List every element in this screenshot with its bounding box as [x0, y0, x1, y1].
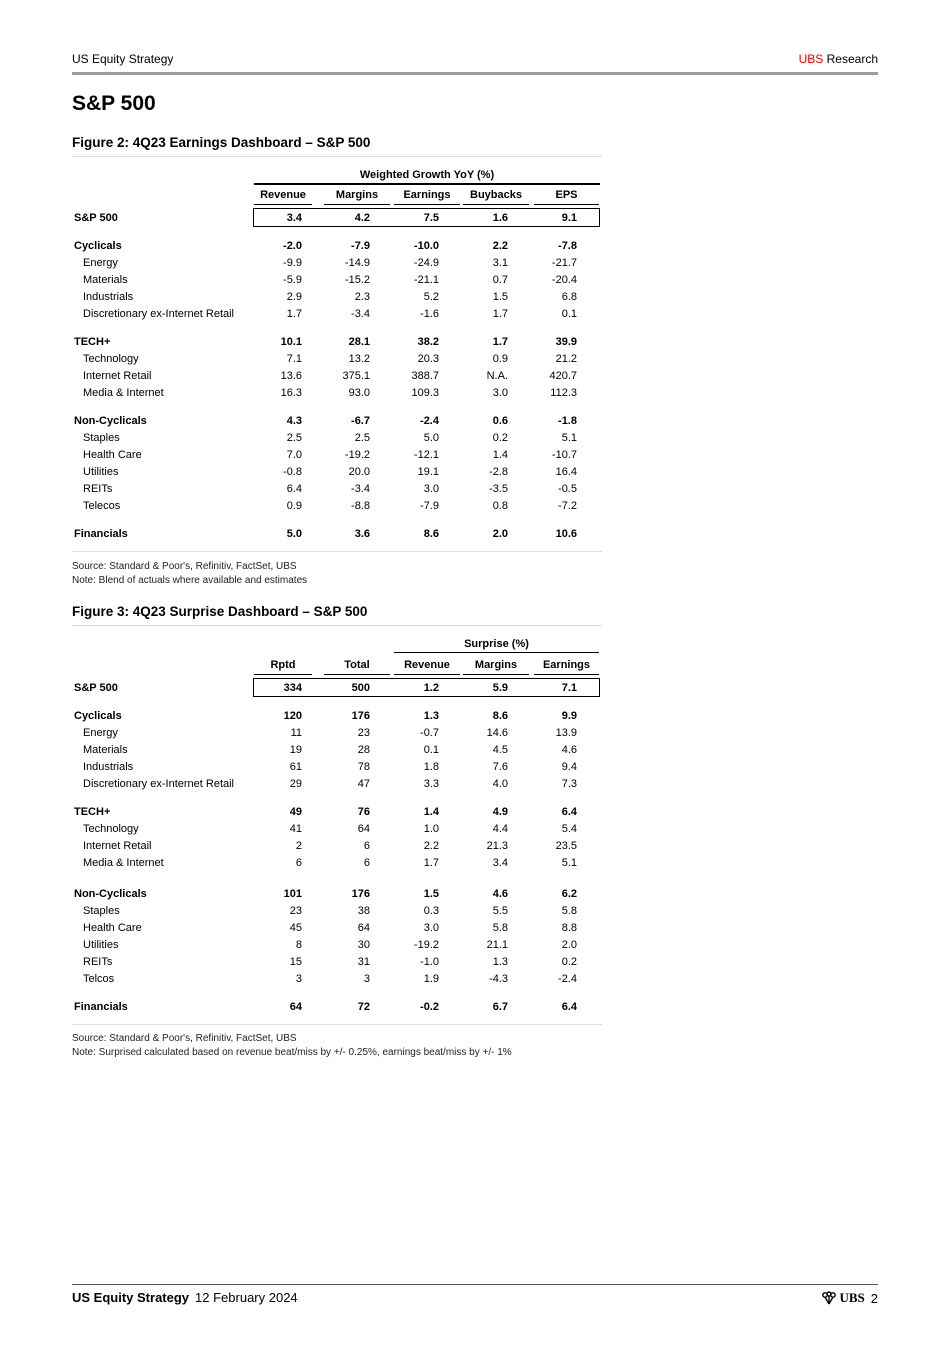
cell-value: 6.2 — [561, 888, 577, 900]
table-row — [72, 528, 602, 545]
row-label: Staples — [83, 432, 120, 444]
cell-value: -1.0 — [420, 956, 439, 968]
cell-value: 5.5 — [492, 905, 508, 917]
row-label: S&P 500 — [74, 682, 118, 694]
column-header: Revenue — [260, 189, 306, 201]
table-row — [72, 240, 602, 257]
cell-value: 420.7 — [549, 370, 577, 382]
cell-value: -2.0 — [283, 240, 302, 252]
cell-value: 8.8 — [561, 922, 577, 934]
cell-value: 1.7 — [286, 308, 302, 320]
cell-value: 3.1 — [492, 257, 508, 269]
cell-value: 0.6 — [492, 415, 508, 427]
cell-value: 3.4 — [286, 212, 302, 224]
cell-value: 38 — [357, 905, 370, 917]
table-row — [72, 483, 602, 500]
logo-text: UBS — [839, 1290, 865, 1305]
cell-value: 38.2 — [417, 336, 439, 348]
cell-value: -7.9 — [420, 500, 439, 512]
cell-value: 61 — [289, 761, 302, 773]
cell-value: 3.0 — [423, 483, 439, 495]
column-header-rule — [394, 204, 460, 205]
cell-value: 0.7 — [492, 274, 508, 286]
row-label: Financials — [74, 1001, 128, 1013]
cell-value: 11 — [290, 727, 302, 739]
column-header-rule — [324, 674, 390, 675]
header-divider — [72, 72, 878, 75]
cell-value: -5.9 — [283, 274, 302, 286]
cell-value: 334 — [283, 682, 302, 694]
table-row — [72, 806, 602, 823]
cell-value: 6 — [363, 857, 370, 869]
cell-value: 76 — [357, 806, 370, 818]
row-label: Materials — [83, 274, 128, 286]
column-header: Margins — [474, 659, 518, 671]
cell-value: 29 — [289, 778, 302, 790]
cell-value: 15 — [289, 956, 302, 968]
table-bottom-rule — [72, 551, 602, 552]
cell-value: 6 — [295, 857, 302, 869]
table-row — [72, 778, 602, 795]
column-header: Earnings — [542, 659, 591, 671]
cell-value: 28.1 — [348, 336, 370, 348]
footer-divider — [72, 1284, 878, 1285]
cell-value: 49 — [289, 806, 302, 818]
group-header: Surprise (%) — [464, 638, 529, 650]
cell-value: 8 — [295, 939, 302, 951]
cell-value: 6.4 — [561, 806, 577, 818]
cell-value: 47 — [357, 778, 370, 790]
footer-date: 12 February 2024 — [195, 1290, 298, 1305]
cell-value: -0.5 — [558, 483, 577, 495]
row-label: REITs — [83, 956, 113, 968]
table-row — [72, 370, 602, 387]
cell-value: 0.1 — [561, 308, 577, 320]
cell-value: 1.8 — [423, 761, 439, 773]
row-label: Utilities — [83, 939, 119, 951]
cell-value: -19.2 — [344, 449, 370, 461]
cell-value: -7.8 — [558, 240, 577, 252]
cell-value: 6.8 — [561, 291, 577, 303]
cell-value: 7.5 — [423, 212, 439, 224]
row-label: TECH+ — [74, 806, 111, 818]
cell-value: 5.8 — [492, 922, 508, 934]
cell-value: 16.4 — [555, 466, 577, 478]
table-row — [72, 857, 602, 874]
figure-2-source: Source: Standard & Poor's, Refinitiv, FactSet, UBS — [72, 561, 297, 572]
cell-value: 39.9 — [555, 336, 577, 348]
cell-value: 5.4 — [561, 823, 577, 835]
cell-value: 4.2 — [354, 212, 370, 224]
row-label: Industrials — [83, 761, 134, 773]
figure-3-top-rule — [72, 625, 602, 626]
cell-value: 388.7 — [411, 370, 439, 382]
cell-value: 109.3 — [411, 387, 439, 399]
row-label: Industrials — [83, 291, 134, 303]
cell-value: 1.7 — [492, 308, 508, 320]
cell-value: -10.7 — [551, 449, 577, 461]
cell-value: -19.2 — [413, 939, 439, 951]
row-label: Media & Internet — [83, 857, 164, 869]
cell-value: 3.0 — [492, 387, 508, 399]
row-label: Technology — [83, 353, 139, 365]
table-row — [72, 922, 602, 939]
cell-value: -3.4 — [351, 308, 370, 320]
table-row — [72, 291, 602, 308]
cell-value: -2.4 — [558, 973, 577, 985]
row-label: Media & Internet — [83, 387, 164, 399]
cell-value: 5.8 — [561, 905, 577, 917]
cell-value: 21.2 — [555, 353, 577, 365]
table-row — [72, 956, 602, 973]
column-header-rule — [254, 674, 312, 675]
cell-value: 5.9 — [492, 682, 508, 694]
table-row — [72, 840, 602, 857]
table-row — [72, 823, 602, 840]
footer-title: US Equity Strategy — [72, 1290, 190, 1305]
cell-value: -0.2 — [420, 1001, 439, 1013]
cell-value: 3.4 — [492, 857, 508, 869]
cell-value: 64 — [357, 922, 370, 934]
table-row — [72, 710, 602, 727]
column-header-rule — [463, 204, 529, 205]
cell-value: 4.5 — [492, 744, 508, 756]
cell-value: 23 — [357, 727, 370, 739]
footer-left — [72, 1290, 298, 1305]
cell-value: -7.2 — [558, 500, 577, 512]
running-header-brand — [799, 52, 878, 66]
column-header-rule — [254, 204, 312, 205]
figure-2-notes — [72, 560, 307, 588]
cell-value: 101 — [283, 888, 302, 900]
cell-value: -20.4 — [551, 274, 577, 286]
cell-value: 1.4 — [423, 806, 439, 818]
cell-value: 0.1 — [423, 744, 439, 756]
cell-value: N.A. — [486, 370, 508, 382]
table-row — [72, 387, 602, 404]
cell-value: 93.0 — [348, 387, 370, 399]
table-bottom-rule — [72, 1024, 602, 1025]
cell-value: 2.0 — [561, 939, 577, 951]
cell-value: 3.0 — [423, 922, 439, 934]
footer-right — [821, 1290, 878, 1306]
row-label: Materials — [83, 744, 128, 756]
table-row — [72, 415, 602, 432]
cell-value: 5.2 — [423, 291, 439, 303]
cell-value: 45 — [289, 922, 302, 934]
cell-value: 0.9 — [286, 500, 302, 512]
cell-value: 4.6 — [561, 744, 577, 756]
cell-value: -9.9 — [283, 257, 302, 269]
cell-value: 3 — [363, 973, 370, 985]
cell-value: 176 — [351, 888, 370, 900]
row-label: Non-Cyclicals — [74, 888, 147, 900]
column-header-rule — [534, 204, 599, 205]
row-label: Utilities — [83, 466, 119, 478]
cell-value: 10.6 — [555, 528, 577, 540]
figure-3-source: Source: Standard & Poor's, Refinitiv, FactSet, UBS — [72, 1033, 297, 1044]
page-title: S&P 500 — [72, 92, 156, 115]
cell-value: 7.1 — [561, 682, 577, 694]
cell-value: -24.9 — [413, 257, 439, 269]
cell-value: 1.2 — [423, 682, 439, 694]
cell-value: 19.1 — [417, 466, 439, 478]
cell-value: 31 — [357, 956, 370, 968]
cell-value: 2 — [295, 840, 302, 852]
figure-3-title: Figure 3: 4Q23 Surprise Dashboard – S&P 500 — [72, 604, 368, 619]
cell-value: 13.9 — [555, 727, 577, 739]
cell-value: 2.9 — [286, 291, 302, 303]
ubs-logo — [821, 1290, 864, 1306]
figure-2-top-rule — [72, 156, 602, 157]
cell-value: 1.3 — [492, 956, 508, 968]
cell-value: 5.0 — [286, 528, 302, 540]
cell-value: 1.3 — [423, 710, 439, 722]
cell-value: 13.2 — [348, 353, 370, 365]
row-label: Health Care — [83, 922, 142, 934]
table-row — [72, 727, 602, 744]
cell-value: -7.9 — [351, 240, 370, 252]
column-header-rule — [534, 674, 599, 675]
row-label: Telecos — [83, 500, 121, 512]
cell-value: 2.0 — [492, 528, 508, 540]
cell-value: 28 — [357, 744, 370, 756]
row-label: Energy — [83, 257, 118, 269]
table-row — [72, 274, 602, 291]
cell-value: -3.5 — [489, 483, 508, 495]
cell-value: 3.3 — [423, 778, 439, 790]
column-header-rule — [324, 204, 390, 205]
surprise-dashboard-table — [72, 630, 602, 1026]
cell-value: 3.6 — [354, 528, 370, 540]
cell-value: 21.3 — [486, 840, 508, 852]
cell-value: 30 — [357, 939, 370, 951]
column-header: EPS — [555, 189, 578, 201]
row-label: Internet Retail — [83, 840, 152, 852]
cell-value: 3 — [295, 973, 302, 985]
cell-value: 72 — [357, 1001, 370, 1013]
table-row — [72, 939, 602, 956]
cell-value: 2.2 — [423, 840, 439, 852]
page-number: 2 — [870, 1290, 878, 1306]
cell-value: 9.9 — [561, 710, 577, 722]
cell-value: 0.2 — [561, 956, 577, 968]
cell-value: 6.4 — [286, 483, 302, 495]
cell-value: 5.1 — [561, 857, 577, 869]
cell-value: 64 — [289, 1001, 302, 1013]
cell-value: -8.8 — [351, 500, 370, 512]
group-header-rule — [254, 183, 600, 185]
column-header-rule — [463, 674, 529, 675]
cell-value: 16.3 — [280, 387, 302, 399]
column-header: Buybacks — [470, 189, 522, 201]
running-header-title: US Equity Strategy — [72, 52, 174, 66]
row-label: Discretionary ex-Internet Retail — [83, 308, 235, 320]
row-label: Internet Retail — [83, 370, 152, 382]
cell-value: 13.6 — [280, 370, 302, 382]
brand-suffix: Research — [823, 52, 878, 66]
cell-value: 2.5 — [354, 432, 370, 444]
figure-3-notes — [72, 1032, 512, 1060]
cell-value: -0.8 — [283, 466, 302, 478]
table-row — [72, 257, 602, 274]
cell-value: 1.4 — [492, 449, 508, 461]
total-row-highlight-box — [253, 678, 600, 697]
cell-value: -15.2 — [344, 274, 370, 286]
cell-value: -10.0 — [413, 240, 439, 252]
column-header: Margins — [335, 189, 379, 201]
column-header-rule — [394, 674, 460, 675]
table-row — [72, 888, 602, 905]
cell-value: -0.7 — [420, 727, 439, 739]
row-label: Telcos — [83, 973, 115, 985]
cell-value: -1.8 — [558, 415, 577, 427]
table-row — [72, 353, 602, 370]
row-label: Health Care — [83, 449, 142, 461]
cell-value: 4.9 — [492, 806, 508, 818]
cell-value: 0.2 — [492, 432, 508, 444]
earnings-dashboard-table — [72, 160, 602, 555]
cell-value: 1.5 — [492, 291, 508, 303]
row-label: Staples — [83, 905, 120, 917]
cell-value: 78 — [357, 761, 370, 773]
cell-value: -21.1 — [413, 274, 439, 286]
cell-value: 1.6 — [492, 212, 508, 224]
row-label: TECH+ — [74, 336, 111, 348]
cell-value: -1.6 — [420, 308, 439, 320]
cell-value: 9.1 — [561, 212, 577, 224]
cell-value: 5.1 — [561, 432, 577, 444]
cell-value: 7.1 — [286, 353, 302, 365]
cell-value: -21.7 — [551, 257, 577, 269]
cell-value: 1.9 — [423, 973, 439, 985]
cell-value: 0.8 — [492, 500, 508, 512]
cell-value: 4.3 — [286, 415, 302, 427]
table-row — [72, 973, 602, 990]
cell-value: -4.3 — [489, 973, 508, 985]
table-row — [72, 336, 602, 353]
column-header: Total — [344, 659, 370, 671]
table-row — [72, 466, 602, 483]
cell-value: 7.3 — [561, 778, 577, 790]
cell-value: 64 — [357, 823, 370, 835]
table-row — [72, 761, 602, 778]
row-label: Non-Cyclicals — [74, 415, 147, 427]
cell-value: 20.0 — [348, 466, 370, 478]
cell-value: 176 — [351, 710, 370, 722]
cell-value: 10.1 — [280, 336, 302, 348]
cell-value: 41 — [289, 823, 302, 835]
cell-value: 4.6 — [492, 888, 508, 900]
table-row — [72, 308, 602, 325]
column-header: Revenue — [404, 659, 450, 671]
cell-value: 500 — [351, 682, 370, 694]
cell-value: 9.4 — [561, 761, 577, 773]
cell-value: 21.1 — [486, 939, 508, 951]
row-label: Cyclicals — [74, 240, 122, 252]
cell-value: 2.5 — [286, 432, 302, 444]
cell-value: -6.7 — [351, 415, 370, 427]
keys-icon — [821, 1291, 837, 1305]
cell-value: 1.7 — [492, 336, 508, 348]
cell-value: -2.8 — [489, 466, 508, 478]
row-label: Energy — [83, 727, 118, 739]
cell-value: 1.0 — [423, 823, 439, 835]
row-label: Technology — [83, 823, 139, 835]
table-row — [72, 1001, 602, 1018]
cell-value: 19 — [289, 744, 302, 756]
cell-value: 2.3 — [354, 291, 370, 303]
cell-value: 7.0 — [286, 449, 302, 461]
cell-value: 8.6 — [492, 710, 508, 722]
figure-2-title: Figure 2: 4Q23 Earnings Dashboard – S&P 500 — [72, 135, 371, 150]
table-row — [72, 744, 602, 761]
cell-value: 5.0 — [423, 432, 439, 444]
cell-value: -2.4 — [420, 415, 439, 427]
cell-value: 2.2 — [492, 240, 508, 252]
cell-value: 120 — [283, 710, 302, 722]
table-row — [72, 449, 602, 466]
group-header-rule — [394, 652, 599, 653]
cell-value: 14.6 — [486, 727, 508, 739]
figure-3-note: Note: Surprised calculated based on revenue beat/miss by +/- 0.25%, earnings beat/miss by +/- 1% — [72, 1047, 512, 1058]
table-row — [72, 905, 602, 922]
cell-value: 4.0 — [492, 778, 508, 790]
brand-name: UBS — [798, 52, 824, 66]
cell-value: 6 — [363, 840, 370, 852]
column-header: Rptd — [270, 659, 296, 671]
total-row-highlight-box — [253, 208, 600, 227]
cell-value: -14.9 — [344, 257, 370, 269]
cell-value: 8.6 — [423, 528, 439, 540]
cell-value: -3.4 — [351, 483, 370, 495]
row-label: Financials — [74, 528, 128, 540]
row-label: Cyclicals — [74, 710, 122, 722]
cell-value: 20.3 — [417, 353, 439, 365]
cell-value: 375.1 — [342, 370, 370, 382]
cell-value: 0.3 — [423, 905, 439, 917]
cell-value: 23.5 — [555, 840, 577, 852]
figure-2-note: Note: Blend of actuals where available and estimates — [72, 575, 308, 586]
cell-value: 23 — [289, 905, 302, 917]
row-label: REITs — [83, 483, 113, 495]
group-header: Weighted Growth YoY (%) — [359, 169, 495, 181]
cell-value: 4.4 — [492, 823, 508, 835]
cell-value: 1.5 — [423, 888, 439, 900]
cell-value: 1.7 — [423, 857, 439, 869]
table-row — [72, 500, 602, 517]
row-label: S&P 500 — [74, 212, 118, 224]
cell-value: 0.9 — [492, 353, 508, 365]
cell-value: 7.6 — [492, 761, 508, 773]
column-header: Earnings — [403, 189, 451, 201]
cell-value: -12.1 — [413, 449, 439, 461]
cell-value: 6.4 — [561, 1001, 577, 1013]
cell-value: 112.3 — [550, 387, 577, 399]
row-label: Discretionary ex-Internet Retail — [83, 778, 235, 790]
table-row — [72, 432, 602, 449]
cell-value: 6.7 — [492, 1001, 508, 1013]
